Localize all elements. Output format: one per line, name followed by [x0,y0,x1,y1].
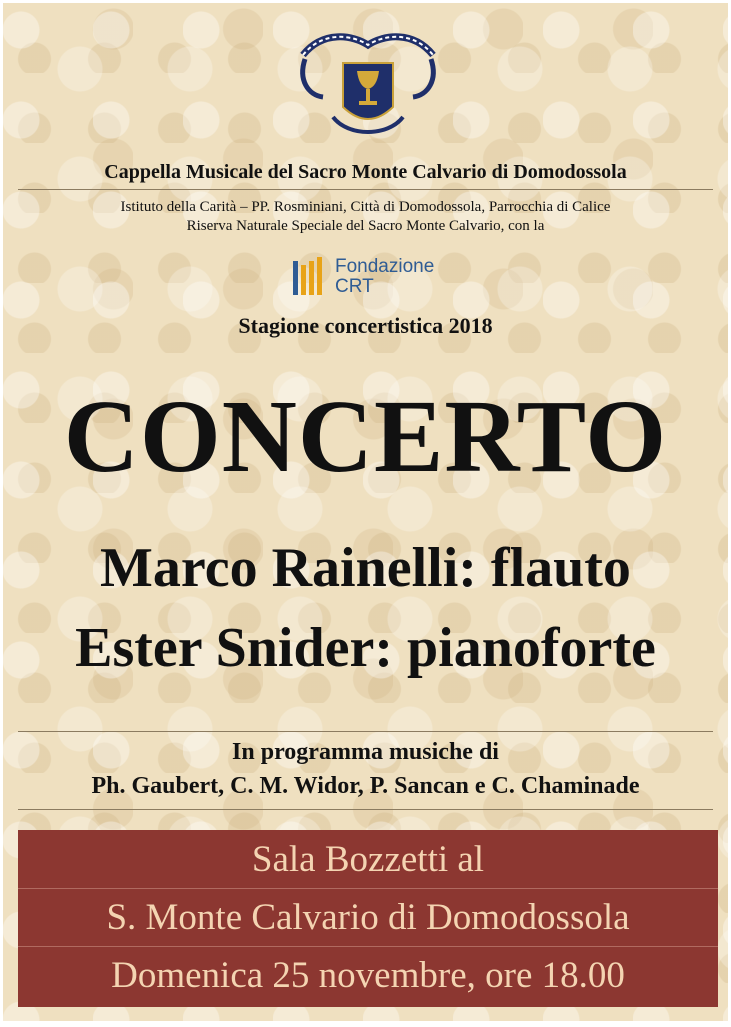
partners-line-2: Riserva Naturale Speciale del Sacro Monte Calvario, con la [186,218,545,234]
venue-divider [18,946,718,947]
venue-box [18,830,718,1007]
performer-piano: Ester Snider: pianoforte [75,617,656,679]
program-intro: In programma musiche di [232,739,499,765]
venue-divider [18,888,718,889]
organization-name: Cappella Musicale del Sacro Monte Calvario di Domodossola [104,161,627,183]
concert-poster [3,3,728,1021]
crt-logo-bar-icon [317,257,322,295]
crt-logo-text-line1: Fondazione [335,256,435,277]
crt-logo-bar-icon [293,261,298,295]
divider [18,731,713,732]
divider [18,809,713,810]
divider [18,189,713,190]
program-composers: Ph. Gaubert, C. M. Widor, P. Sancan e C. Chaminade [91,773,640,799]
venue-line-1: Sala Bozzetti al [251,839,485,880]
concert-title: CONCERTO [63,379,668,494]
fondazione-crt-logo [293,255,453,299]
chalice-crest-icon [293,25,443,145]
crt-logo-bar-icon [301,265,306,295]
crt-logo-text-line2: CRT [335,276,374,297]
season-title: Stagione concertistica 2018 [238,313,493,338]
venue-line-2: S. Monte Calvario di Domodossola [106,897,630,938]
concert-date: Domenica 25 novembre, ore 18.00 [111,955,625,996]
partners-line-1: Istituto della Carità – PP. Rosminiani, Città di Domodossola, Parrocchia di Calice [120,199,611,215]
performer-flute: Marco Rainelli: flauto [100,537,631,599]
crt-logo-bar-icon [309,261,314,295]
